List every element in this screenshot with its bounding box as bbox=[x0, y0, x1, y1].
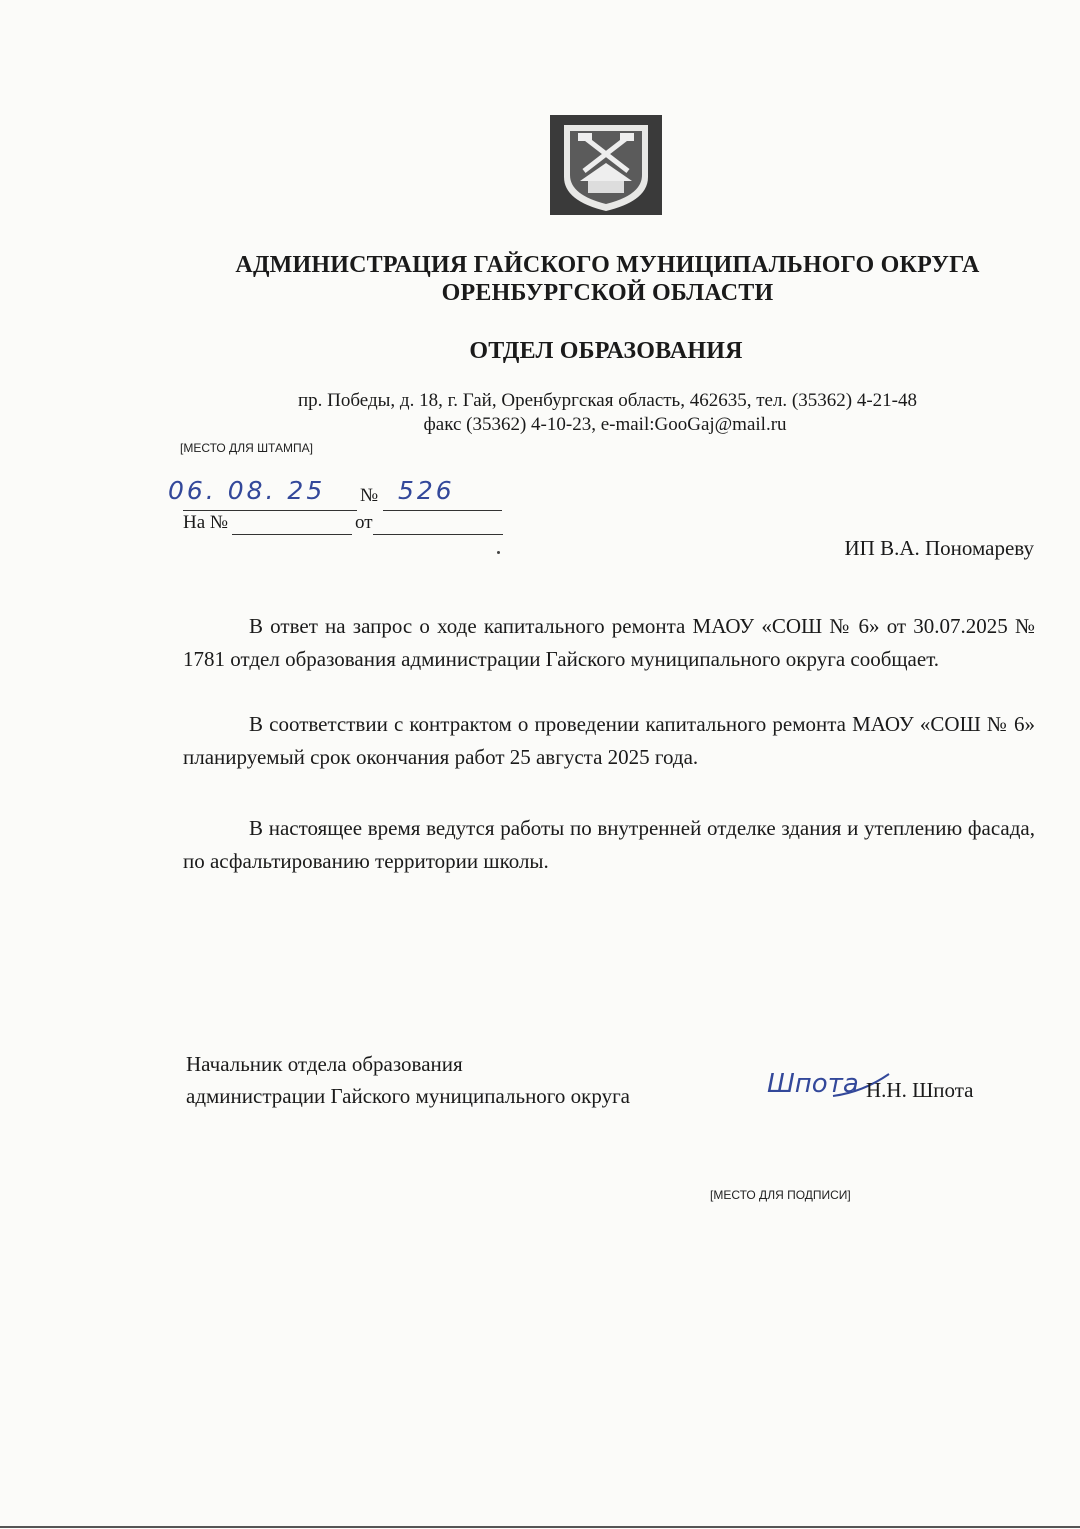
signature-glyphs: Шпота bbox=[767, 1069, 859, 1099]
paragraph-text: В настоящее время ведутся работы по внутренней отделке здания и утеплению фасада, по асфальтированию территории школы. bbox=[183, 816, 1035, 873]
contact-line: факс (35362) 4-10-23, e-mail:GooGaj@mail.ru bbox=[423, 414, 787, 435]
paragraph-text: В соответствии с контрактом о проведении капитального ремонта МАОУ «СОШ № 6» планируемый срок окончания работ 25 августа 2025 года. bbox=[183, 712, 1035, 769]
number-underline bbox=[383, 510, 502, 511]
body-paragraph bbox=[183, 708, 1035, 774]
outgoing-date: 06. 08. 25 bbox=[168, 476, 326, 505]
department-name: ОТДЕЛ ОБРАЗОВАНИЯ bbox=[469, 338, 743, 364]
reference-number-underline bbox=[232, 534, 352, 535]
coat-of-arms-icon bbox=[550, 115, 662, 215]
signature-placeholder: [МЕСТО ДЛЯ ПОДПИСИ] bbox=[710, 1188, 851, 1202]
scan-edge-line bbox=[0, 1526, 1080, 1528]
outgoing-number: 526 bbox=[398, 476, 455, 505]
address-line: пр. Победы, д. 18, г. Гай, Оренбургская область, 462635, тел. (35362) 4-21-48 bbox=[298, 390, 917, 411]
signatory-position bbox=[186, 1048, 630, 1112]
position-line: Начальник отдела образования bbox=[186, 1052, 463, 1076]
body-paragraph bbox=[183, 812, 1035, 878]
scan-speck bbox=[497, 551, 500, 554]
number-label: № bbox=[360, 485, 379, 506]
org-name-line1: АДМИНИСТРАЦИЯ ГАЙСКОГО МУНИЦИПАЛЬНОГО ОКРУГА bbox=[235, 252, 980, 278]
body-paragraph bbox=[183, 610, 1035, 676]
paragraph-text: В ответ на запрос о ходе капитального ремонта МАОУ «СОШ № 6» от 30.07.2025 № 1781 отдел образования администрации Гайского муниципального округа сообщает. bbox=[183, 614, 1035, 671]
org-name-line2: ОРЕНБУРГСКОЙ ОБЛАСТИ bbox=[441, 280, 774, 306]
reference-from-label: от bbox=[355, 512, 373, 533]
position-line: администрации Гайского муниципального округа bbox=[186, 1084, 631, 1108]
stamp-placeholder: [МЕСТО ДЛЯ ШТАМПА] bbox=[180, 441, 313, 455]
signatory-name: Н.Н. Шпота bbox=[866, 1078, 974, 1102]
reference-date-underline bbox=[373, 534, 503, 535]
reference-number-label: На № bbox=[183, 512, 229, 533]
date-underline bbox=[183, 510, 357, 511]
addressee: ИП В.А. Пономареву bbox=[844, 536, 1034, 560]
